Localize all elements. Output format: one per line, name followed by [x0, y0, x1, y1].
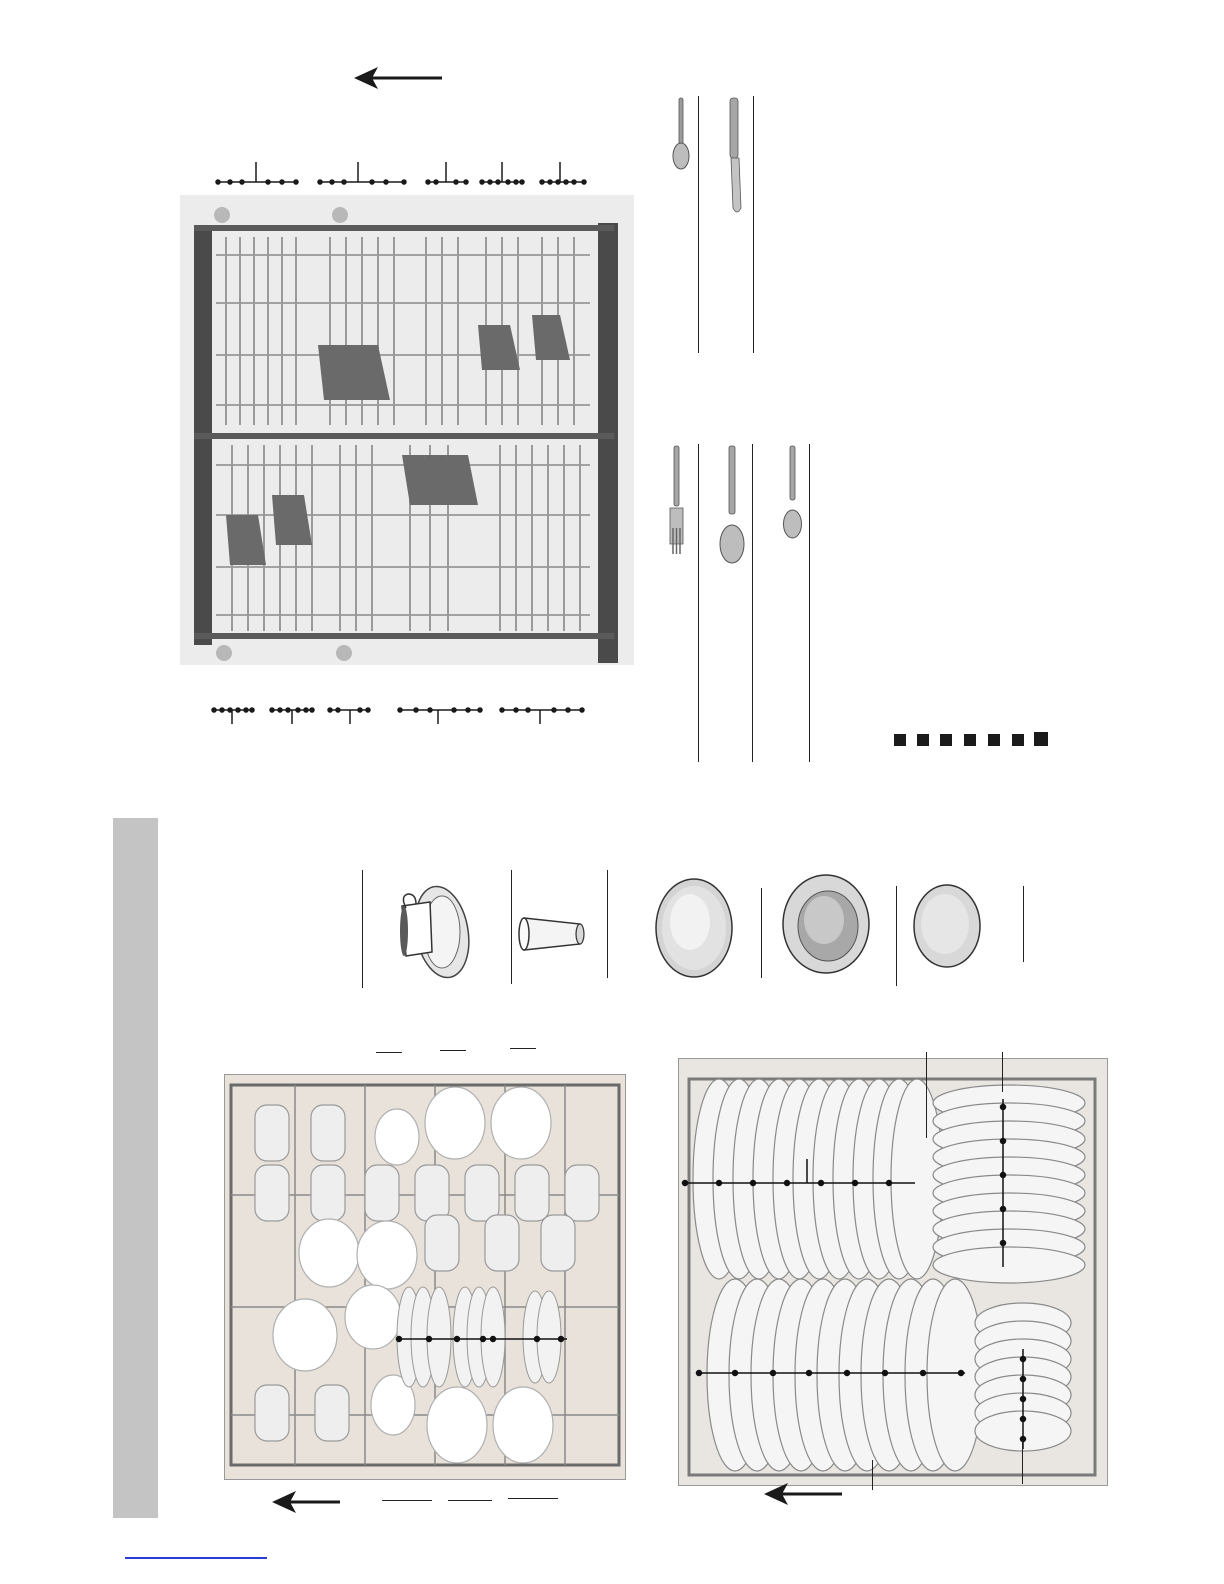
divider — [698, 444, 699, 762]
cutlery-tray-photo — [180, 195, 634, 665]
legend-line — [376, 1052, 402, 1053]
cup-and-saucer-icon — [390, 880, 476, 982]
square-marker — [940, 734, 952, 746]
divider — [753, 96, 754, 353]
lower-basket-photo — [678, 1058, 1108, 1486]
legend-line — [508, 1498, 558, 1499]
square-marker — [988, 734, 1000, 746]
flat-plate-icon — [652, 876, 736, 980]
teaspoon-icon — [664, 96, 698, 176]
top-cutlery-callouts — [210, 158, 590, 190]
legend-line — [440, 1050, 466, 1051]
glass-icon — [516, 912, 588, 954]
callout-line — [1002, 1052, 1003, 1092]
divider — [698, 96, 699, 353]
divider — [752, 444, 753, 762]
legend-line — [448, 1500, 492, 1501]
square-marker — [1034, 732, 1048, 746]
legend-line — [510, 1048, 536, 1049]
tablespoon-icon — [714, 444, 750, 568]
footer-rule — [125, 1557, 267, 1559]
callout-line — [872, 1460, 873, 1490]
callout-line — [1022, 1440, 1023, 1484]
deep-plate-icon — [780, 872, 872, 976]
bottom-cutlery-callouts — [206, 700, 590, 726]
divider — [761, 888, 762, 978]
knife-icon — [722, 96, 750, 218]
upper-basket-photo — [224, 1074, 626, 1480]
pagination-squares — [892, 730, 1052, 750]
square-marker — [964, 734, 976, 746]
dessert-plate-icon — [910, 882, 984, 970]
divider — [896, 886, 897, 986]
divider — [362, 870, 363, 988]
dessert-spoon-icon — [778, 444, 808, 542]
divider — [809, 444, 810, 762]
divider — [1023, 886, 1024, 962]
arrow-left-icon — [760, 1480, 844, 1508]
square-marker — [1012, 734, 1024, 746]
fork-icon — [664, 444, 690, 558]
square-marker — [917, 734, 929, 746]
arrow-left-icon — [268, 1488, 344, 1516]
legend-line — [382, 1500, 432, 1501]
divider — [511, 870, 512, 984]
divider — [607, 870, 608, 978]
square-marker — [894, 734, 906, 746]
side-bar — [113, 818, 158, 1518]
callout-line — [926, 1052, 927, 1138]
arrow-left-icon — [350, 64, 445, 92]
